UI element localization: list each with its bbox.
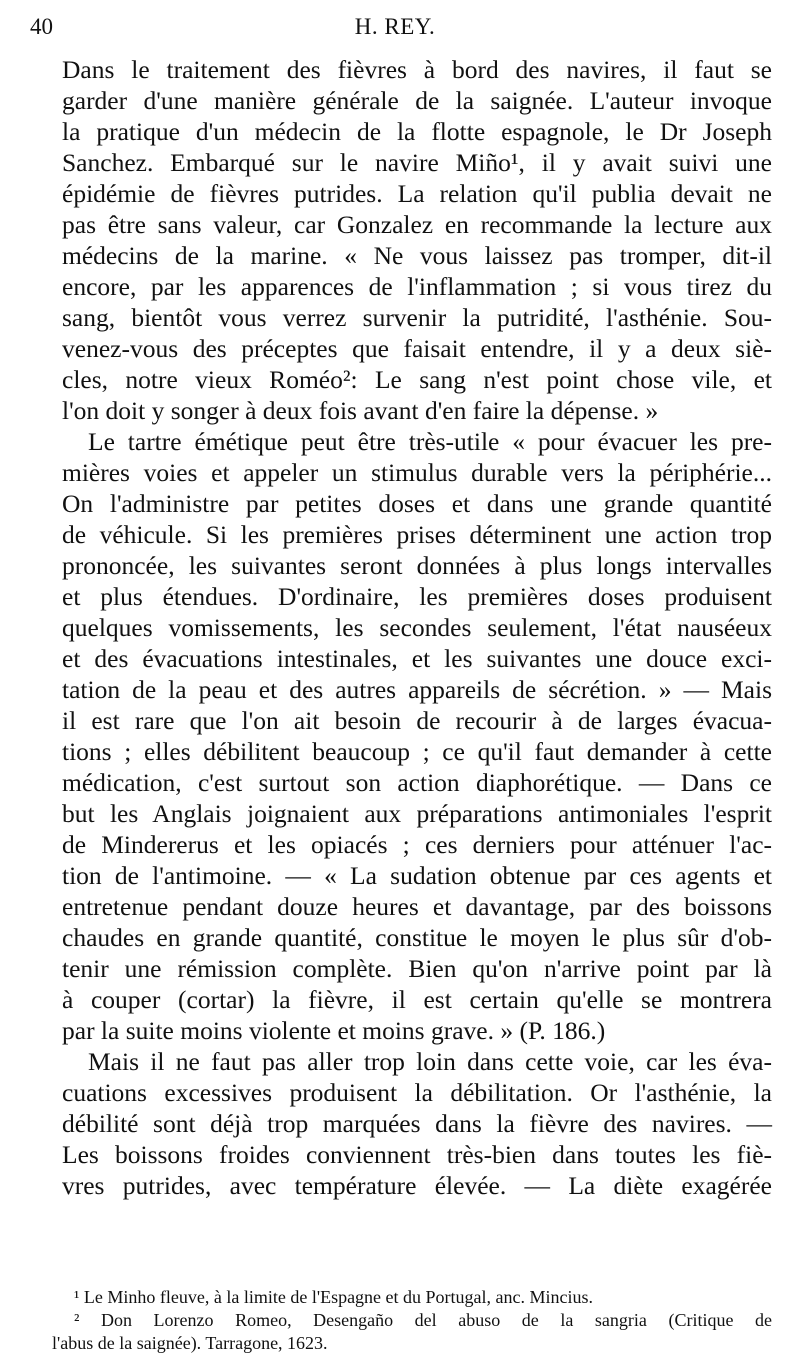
footnote-line: ¹ Le Minho fleuve, à la limite de l'Espagne et du Portugal, anc. Mincius. — [74, 1287, 594, 1307]
page-number: 40 — [30, 14, 53, 39]
text-line: quelques vomissements, les secondes seulement, l'état nauséeux — [62, 613, 772, 642]
text-line: pas être sans valeur, car Gonzalez en recommande la lecture aux — [62, 210, 772, 239]
text-line: tenir une rémission complète. Bien qu'on n'arrive point par là — [62, 954, 772, 983]
body-text — [62, 54, 772, 1201]
text-line: par la suite moins violente et moins grave. » (P. 186.) — [62, 1016, 606, 1045]
text-line: et plus étendues. D'ordinaire, les premières doses produisent — [62, 582, 772, 611]
text-line: Dans le traitement des fièvres à bord des navires, il faut se — [62, 55, 772, 84]
text-line: Mais il ne faut pas aller trop loin dans cette voie, car les éva- — [88, 1047, 772, 1076]
footnotes — [52, 1286, 772, 1355]
footnote-line: l'abus de la saignée). Tarragone, 1623. — [52, 1333, 328, 1353]
text-line: tion de l'antimoine. — « La sudation obtenue par ces agents et — [62, 861, 772, 890]
text-line: On l'administre par petites doses et dans une grande quantité — [62, 489, 772, 518]
text-line: tions ; elles débilitent beaucoup ; ce qu'il faut demander à cette — [62, 737, 772, 766]
running-head: H. REY. — [354, 14, 436, 39]
text-line: Sanchez. Embarqué sur le navire Miño¹, il y avait suivi une — [62, 148, 772, 177]
text-line: cuations excessives produisent la débilitation. Or l'asthénie, la — [62, 1078, 772, 1107]
text-line: chaudes en grande quantité, constitue le moyen le plus sûr d'ob- — [62, 923, 772, 952]
text-line: de véhicule. Si les premières prises déterminent une action trop — [62, 520, 772, 549]
text-line: médication, c'est surtout son action diaphorétique. — Dans ce — [62, 768, 772, 797]
text-line: mières voies et appeler un stimulus durable vers la périphérie... — [62, 458, 772, 487]
text-line: médecins de la marine. « Ne vous laissez pas tromper, dit-il — [62, 241, 772, 270]
text-line: et des évacuations intestinales, et les suivantes une douce exci- — [62, 644, 772, 673]
text-line: l'on doit y songer à deux fois avant d'en faire la dépense. » — [62, 396, 659, 425]
text-line: à couper (cortar) la fièvre, il est certain qu'elle se montrera — [62, 985, 772, 1014]
text-line: tation de la peau et des autres appareils de sécrétion. » — Mais — [62, 675, 772, 704]
text-line: épidémie de fièvres putrides. La relation qu'il publia devait ne — [62, 179, 772, 208]
text-line: débilité sont déjà trop marquées dans la fièvre des navires. — — [62, 1109, 772, 1138]
text-line: encore, par les apparences de l'inflammation ; si vous tirez du — [62, 272, 772, 301]
footnote-line: ² Don Lorenzo Romeo, Desengaño del abuso de la sangria (Critique de — [74, 1310, 772, 1330]
text-line: il est rare que l'on ait besoin de recourir à de larges évacua- — [62, 706, 772, 735]
text-line: la pratique d'un médecin de la flotte espagnole, le Dr Joseph — [62, 117, 772, 146]
text-line: vres putrides, avec température élevée. — La diète exagérée — [62, 1171, 772, 1200]
text-line: venez-vous des préceptes que faisait entendre, il y a deux siè- — [62, 334, 772, 363]
text-line: prononcée, les suivantes seront données à plus longs intervalles — [62, 551, 772, 580]
text-line: but les Anglais joignaient aux préparations antimoniales l'esprit — [62, 799, 772, 828]
text-line: garder d'une manière générale de la saignée. L'auteur invoque — [62, 86, 772, 115]
text-line: sang, bientôt vous verrez survenir la putridité, l'asthénie. Sou- — [62, 303, 772, 332]
text-line: Les boissons froides conviennent très-bien dans toutes les fiè- — [62, 1140, 772, 1169]
text-line: cles, notre vieux Roméo²: Le sang n'est point chose vile, et — [62, 365, 772, 394]
text-line: entretenue pendant douze heures et davantage, par des boissons — [62, 892, 772, 921]
page-header — [30, 14, 760, 48]
text-line: Le tartre émétique peut être très-utile « pour évacuer les pre- — [88, 427, 772, 456]
text-line: de Mindererus et les opiacés ; ces derniers pour atténuer l'ac- — [62, 830, 772, 859]
